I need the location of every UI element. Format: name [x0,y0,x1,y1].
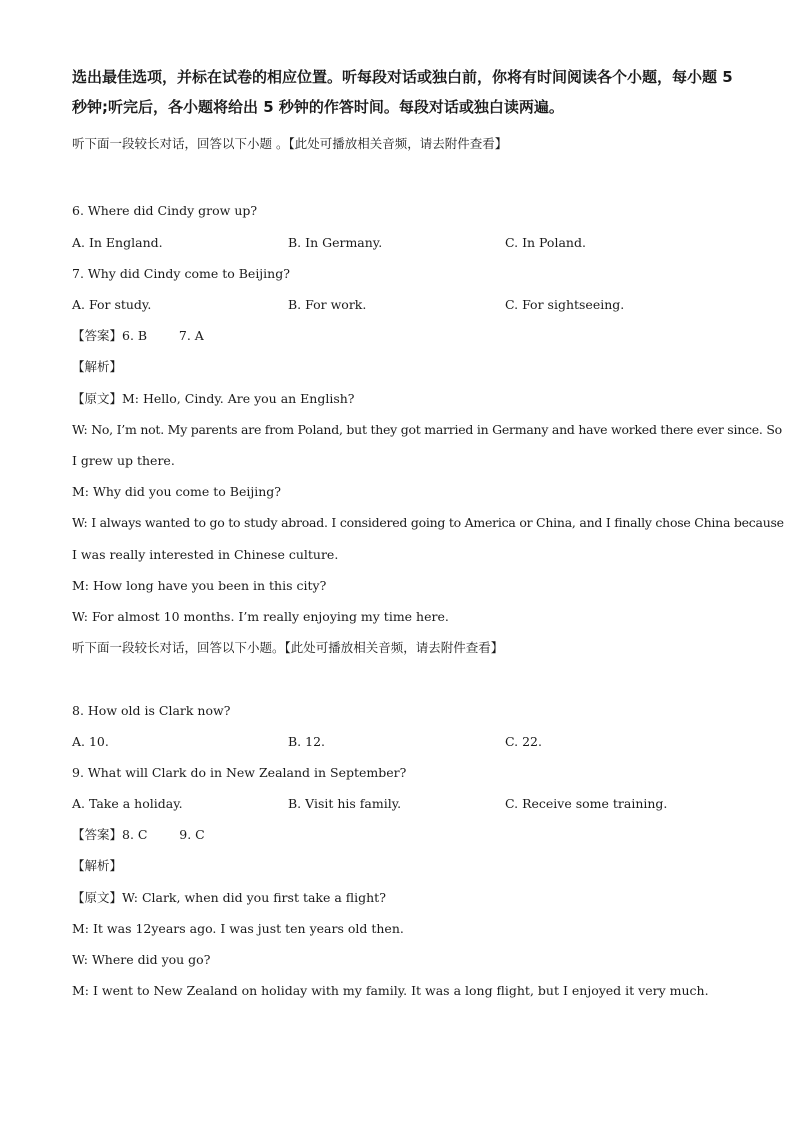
transcript-line: 【原文】M: Hello, Cindy. Are you an English? [72,391,355,406]
section1-answer: 【答案】6. B 7. A [72,328,204,343]
section2-analysis-label: 【解析】 [72,858,123,873]
section1-analysis-label: 【解析】 [72,359,123,374]
q9-option-c: C. Receive some training. [505,796,668,811]
q8-stem: 8. How old is Clark now? [72,703,231,718]
q8-option-c: C. 22. [505,734,542,749]
q8-option-a: A. 10. [72,734,109,749]
q7-option-c: C. For sightseeing. [505,297,625,312]
transcript-line: I was really interested in Chinese culture. [72,547,339,562]
q8-option-b: B. 12. [288,734,326,749]
transcript-line: W: Where did you go? [72,952,211,967]
transcript-line: M: I went to New Zealand on holiday with my family. It was a long flight, but I enjoyed it very much. [72,983,709,998]
q7-option-a: A. For study. [72,297,152,312]
q7-stem: 7. Why did Cindy come to Beijing? [72,266,290,281]
transcript-line: W: I always wanted to go to study abroad. I considered going to America or China, and I finally chose China because [72,515,784,530]
q6-option-a: A. In England. [72,235,163,250]
transcript-line: W: No, I’m not. My parents are from Poland, but they got married in Germany and have worked there ever since. So [72,422,782,437]
transcript-line: M: Why did you come to Beijing? [72,484,281,499]
q9-option-a: A. Take a holiday. [72,796,183,811]
transcript-line: M: How long have you been in this city? [72,578,327,593]
q7-option-b: B. For work. [288,297,367,312]
q9-stem: 9. What will Clark do in New Zealand in September? [72,765,407,780]
transcript-line: I grew up there. [72,453,175,468]
q6-option-b: B. In Germany. [288,235,383,250]
transcript-line: M: It was 12years ago. I was just ten years old then. [72,921,404,936]
intro-paragraph: 选出最佳选项，并标在试卷的相应位置。听每段对话或独白前，你将有时间阅读各个小题，每小题 5 秒钟;听完后，各小题将给出 5 秒钟的作答时间。每段对话或独白读两遍。 [72,68,733,116]
q9-option-b: B. Visit his family. [288,796,402,811]
transcript-line: 【原文】W: Clark, when did you first take a flight? [72,890,386,905]
section2-instruction: 听下面一段较长对话，回答以下小题。【此处可播放相关音频，请去附件查看】 [72,640,504,655]
section1-instruction: 听下面一段较长对话，回答以下小题 。【此处可播放相关音频，请去附件查看】 [72,136,508,151]
transcript-line: W: For almost 10 months. I’m really enjoying my time here. [72,609,449,624]
q6-stem: 6. Where did Cindy grow up? [72,203,258,218]
section2-answer: 【答案】8. C 9. C [72,827,205,842]
q6-option-c: C. In Poland. [505,235,586,250]
